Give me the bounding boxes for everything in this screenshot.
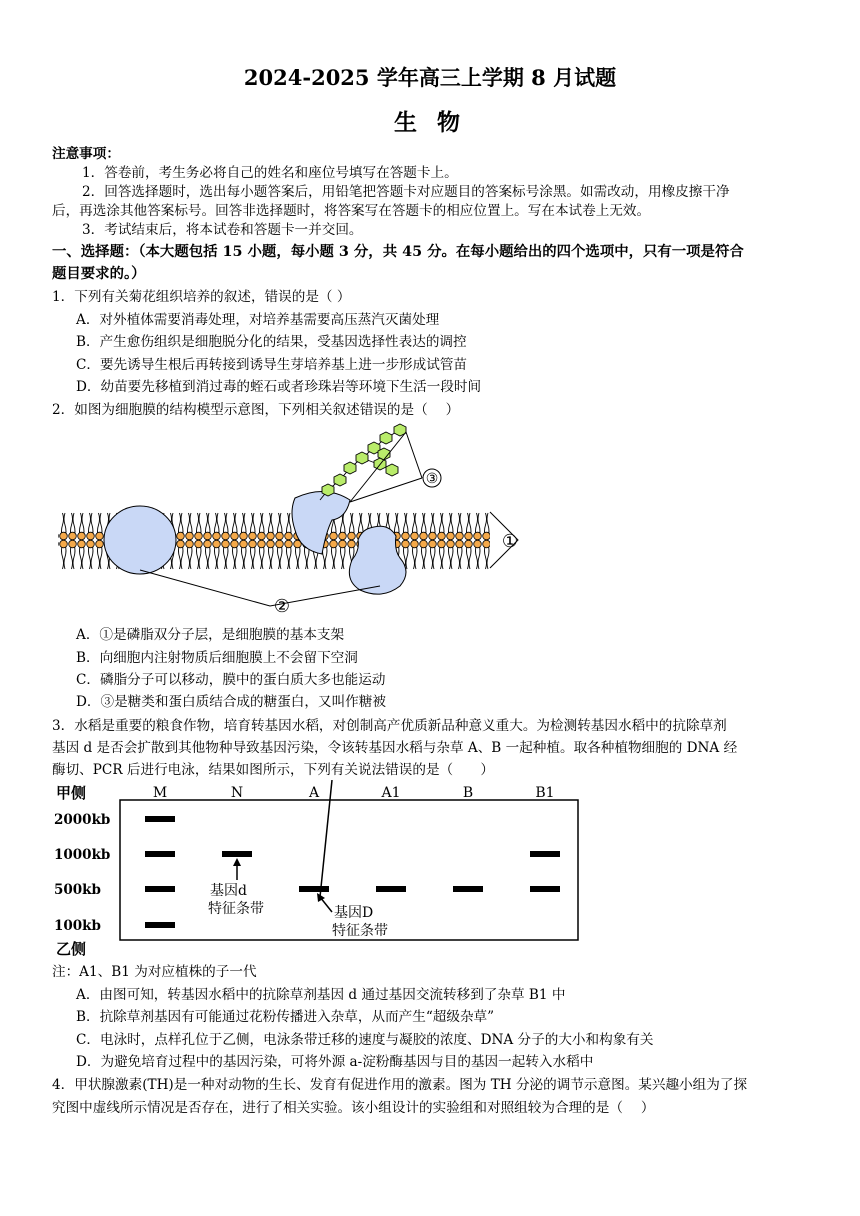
marker-label: 500kb [54, 882, 101, 898]
gel-band [299, 886, 329, 892]
note-item: 3．考试结束后，将本试卷和答题卡一并交回。 [82, 222, 363, 238]
option-a: A．对外植体需要消毒处理，对培养基需要高压蒸汽灭菌处理 [76, 312, 440, 328]
option-c: C．要先诱导生根后再转接到诱导生芽培养基上进一步形成试管苗 [76, 357, 468, 373]
note-item: 后，再选涂其他答案标号。回答非选择题时，将答案写在答题卡的相应位置上。写在本试卷上无效。 [52, 203, 651, 219]
membrane-label-2: ② [273, 596, 291, 617]
question-stem: 2．如图为细胞膜的结构模型示意图，下列相关叙述错误的是（ ） [52, 402, 460, 418]
option-d: D．为避免培育过程中的基因污染，可将外源 a-淀粉酶基因与目的基因一起转入水稻中 [76, 1054, 594, 1070]
option-c: C．电泳时，点样孔位于乙侧，电泳条带迁移的速度与凝胶的浓度、DNA 分子的大小和构象有关 [76, 1032, 654, 1048]
subject-title: 生 物 [393, 109, 466, 136]
note-item: 2．回答选择题时，选出每小题答案后，用铅笔把答题卡对应题目的答案标号涂黑。如需改动，用橡皮擦干净 [82, 184, 730, 200]
label-gene-D: 特征条带 [332, 923, 388, 939]
option-c: C．磷脂分子可以移动，膜中的蛋白质大多也能运动 [76, 672, 386, 688]
question-stem: 基因 d 是否会扩散到其他物种导致基因污染，令该转基因水稻与杂草 A、B 一起种植。取各种植物细胞的 DNA 经 [52, 740, 738, 756]
option-b: B．抗除草剂基因有可能通过花粉传播进入杂草，从而产生“超级杂草” [76, 1009, 495, 1025]
electrophoresis-figure [50, 780, 590, 960]
section-heading: 一、选择题：（本大题包括 15 小题，每小题 3 分，共 45 分。在每小题给出的四个选项中，只有一项是符合 [52, 243, 744, 260]
label-gene-d: 基因d [210, 883, 247, 899]
lane-label-b1: B1 [535, 785, 555, 801]
option-b: B．产生愈伤组织是细胞脱分化的结果，受基因选择性表达的调控 [76, 334, 467, 350]
option-d: D．幼苗要先移植到消过毒的蛭石或者珍珠岩等环境下生活一段时间 [76, 379, 482, 395]
question-stem: 1．下列有关菊花组织培养的叙述，错误的是（ ） [52, 289, 351, 305]
option-a: A．由图可知，转基因水稻中的抗除草剂基因 d 通过基因交流转移到了杂草 B1 中 [76, 987, 566, 1003]
lane-label-a: A [308, 785, 320, 801]
gel-band [453, 886, 483, 892]
note-item: 1．答卷前，考生务必将自己的姓名和座位号填写在答题卡上。 [82, 165, 458, 181]
gel-top-side: 甲侧 [56, 784, 87, 802]
marker-label: 2000kb [54, 812, 111, 828]
membrane-label-3: ③ [425, 471, 439, 487]
gel-band [530, 851, 560, 857]
question-stem: 3．水稻是重要的粮食作物，培育转基因水稻，对创制高产优质新品种意义重大。为检测转基因水稻中的抗除草剂 [52, 718, 727, 734]
section-heading: 题目要求的。） [52, 265, 146, 282]
gel-band [145, 816, 175, 822]
marker-label: 100kb [54, 918, 101, 934]
gel-band [145, 886, 175, 892]
membrane-label-1: ① [501, 531, 519, 552]
lane-label-m: M [152, 785, 168, 801]
label-gene-D: 基因D [334, 905, 374, 921]
gel-band [222, 851, 252, 857]
notes-heading: 注意事项： [52, 146, 120, 162]
marker-label: 1000kb [54, 847, 111, 863]
gel-bottom-side: 乙侧 [56, 940, 87, 958]
gel-band [145, 851, 175, 857]
question-stem: 酶切、PCR 后进行电泳，结果如图所示，下列有关说法错误的是（ ） [52, 762, 494, 778]
exam-title: 2024-2025 学年高三上学期 8 月试题 [243, 65, 617, 90]
figure-note: 注：A1、B1 为对应植株的子一代 [52, 964, 257, 980]
lane-label-n: N [230, 785, 244, 801]
lane-label-b: B [462, 785, 474, 801]
label-gene-d: 特征条带 [208, 901, 264, 917]
option-b: B．向细胞内注射物质后细胞膜上不会留下空洞 [76, 650, 358, 666]
question-stem: 4．甲状腺激素(TH)是一种对动物的生长、发育有促进作用的激素。图为 TH 分泌的调节示意图。某兴趣小组为了探 [52, 1077, 748, 1093]
gel-band [376, 886, 406, 892]
option-a: A．①是磷脂双分子层，是细胞膜的基本支架 [76, 627, 345, 643]
option-d: D．③是糖类和蛋白质结合成的糖蛋白，又叫作糖被 [76, 694, 386, 710]
gel-band [530, 886, 560, 892]
gel-band [145, 922, 175, 928]
lane-label-a1: A1 [381, 785, 401, 801]
cell-membrane-figure [50, 420, 530, 620]
question-stem: 究图中虚线所示情况是否存在，进行了相关实验。该小组设计的实验组和对照组较为合理的是（ ） [52, 1100, 655, 1116]
